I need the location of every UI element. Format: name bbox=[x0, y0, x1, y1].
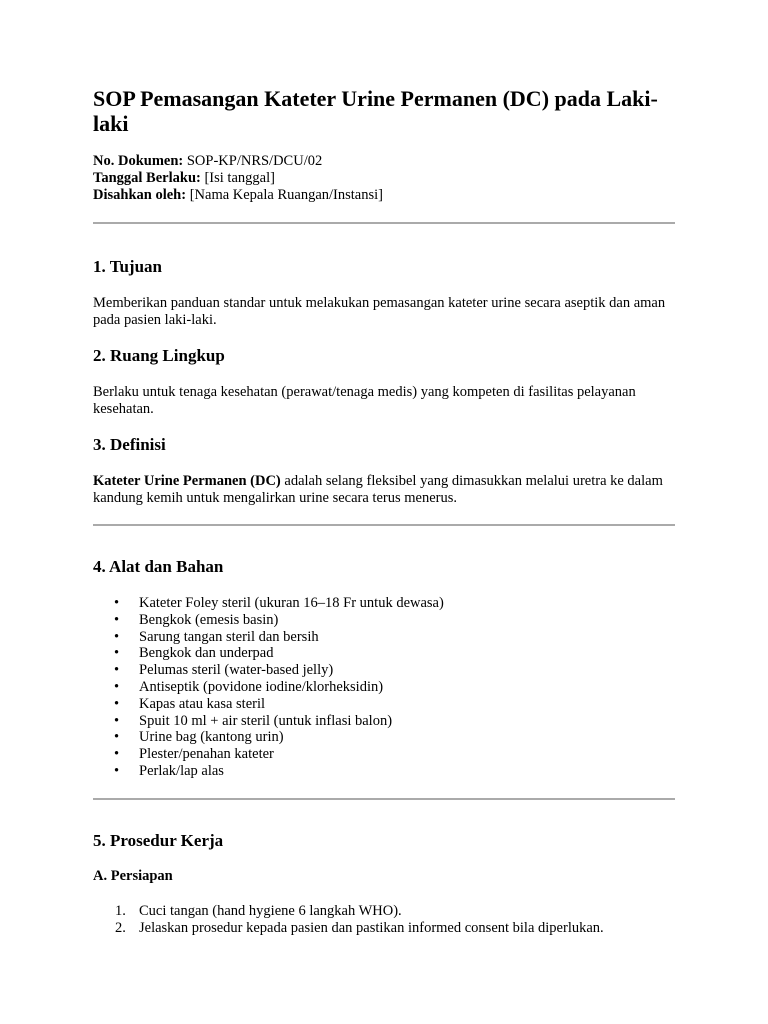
meta-effective-date bbox=[93, 170, 675, 187]
meta-label: No. Dokumen: bbox=[93, 153, 184, 169]
divider bbox=[93, 222, 675, 224]
list-item bbox=[93, 903, 675, 920]
list-item: • Bengkok (emesis basin) bbox=[114, 611, 279, 628]
step-number: 2. bbox=[115, 919, 126, 936]
list-item: • Antiseptik (povidone iodine/klorheksidin) bbox=[114, 678, 384, 695]
list-item bbox=[93, 920, 675, 937]
section-text-tujuan: Memberikan panduan standar untuk melakukan pemasangan kateter urine secara aseptik dan aman pada pasien laki-laki. bbox=[93, 295, 666, 328]
list-item: • Spuit 10 ml + air steril (untuk inflasi balon) bbox=[114, 712, 393, 729]
bullet-mark: • bbox=[114, 645, 120, 662]
section-heading-prosedur: 5. Prosedur Kerja bbox=[93, 830, 224, 850]
list-item: • Sarung tangan steril dan bersih bbox=[114, 628, 319, 645]
meta-approved-by bbox=[93, 187, 675, 204]
list-item: • Urine bag (kantong urin) bbox=[114, 729, 284, 746]
meta-value: [Nama Kepala Ruangan/Instansi] bbox=[189, 187, 383, 203]
bullet-mark: • bbox=[114, 628, 120, 645]
section-text-ruang-lingkup: Berlaku untuk tenaga kesehatan (perawat/tenaga medis) yang kompeten di fasilitas pelayanan kesehatan. bbox=[93, 384, 636, 417]
step-text: Cuci tangan (hand hygiene 6 langkah WHO). bbox=[139, 902, 402, 919]
section-text-definisi bbox=[93, 473, 675, 507]
divider bbox=[93, 798, 675, 800]
definition-text: adalah selang fleksibel yang dimasukkan melalui uretra ke dalam kandung kemih untuk mengalirkan urine secara terus menerus. bbox=[93, 473, 663, 506]
meta-label: Tanggal Berlaku: bbox=[93, 170, 201, 186]
step-text: Jelaskan prosedur kepada pasien dan pastikan informed consent bila diperlukan. bbox=[139, 919, 604, 936]
step-number: 1. bbox=[115, 902, 126, 919]
divider bbox=[93, 524, 675, 526]
meta-doc-number bbox=[93, 153, 675, 170]
document-content bbox=[93, 86, 675, 936]
meta-label: Disahkan oleh: bbox=[93, 187, 187, 203]
procedure-steps bbox=[93, 903, 675, 937]
document-title: SOP Pemasangan Kateter Urine Permanen (DC) pada Laki-laki bbox=[93, 86, 658, 136]
bullet-mark: • bbox=[114, 611, 120, 628]
list-item: • Kateter Foley steril (ukuran 16–18 Fr untuk dewasa) bbox=[114, 595, 444, 611]
section-heading-definisi: 3. Definisi bbox=[93, 435, 166, 454]
meta-value: SOP-KP/NRS/DCU/02 bbox=[186, 153, 323, 169]
section-heading-alat-bahan: 4. Alat dan Bahan bbox=[93, 557, 224, 576]
bullet-mark: • bbox=[114, 762, 120, 779]
list-item: • Bengkok dan underpad bbox=[114, 645, 274, 662]
bullet-mark: • bbox=[114, 678, 120, 695]
list-item: • Pelumas steril (water-based jelly) bbox=[114, 662, 334, 679]
list-item: • Plester/penahan kateter bbox=[114, 746, 274, 763]
document-meta bbox=[93, 153, 675, 204]
equipment-list bbox=[93, 595, 675, 780]
bullet-mark: • bbox=[114, 729, 120, 746]
list-item: • Kapas atau kasa steril bbox=[114, 695, 266, 712]
bullet-mark: • bbox=[114, 595, 120, 611]
subsection-heading-persiapan: A. Persiapan bbox=[93, 867, 173, 884]
definition-term: Kateter Urine Permanen (DC) bbox=[93, 473, 281, 489]
bullet-mark: • bbox=[114, 695, 120, 712]
meta-value: [Isi tanggal] bbox=[204, 170, 275, 186]
section-heading-tujuan: 1. Tujuan bbox=[93, 257, 162, 276]
section-heading-ruang-lingkup: 2. Ruang Lingkup bbox=[93, 346, 225, 365]
bullet-mark: • bbox=[114, 746, 120, 763]
bullet-mark: • bbox=[114, 662, 120, 679]
list-item: • Perlak/lap alas bbox=[114, 762, 224, 779]
bullet-mark: • bbox=[114, 712, 120, 729]
